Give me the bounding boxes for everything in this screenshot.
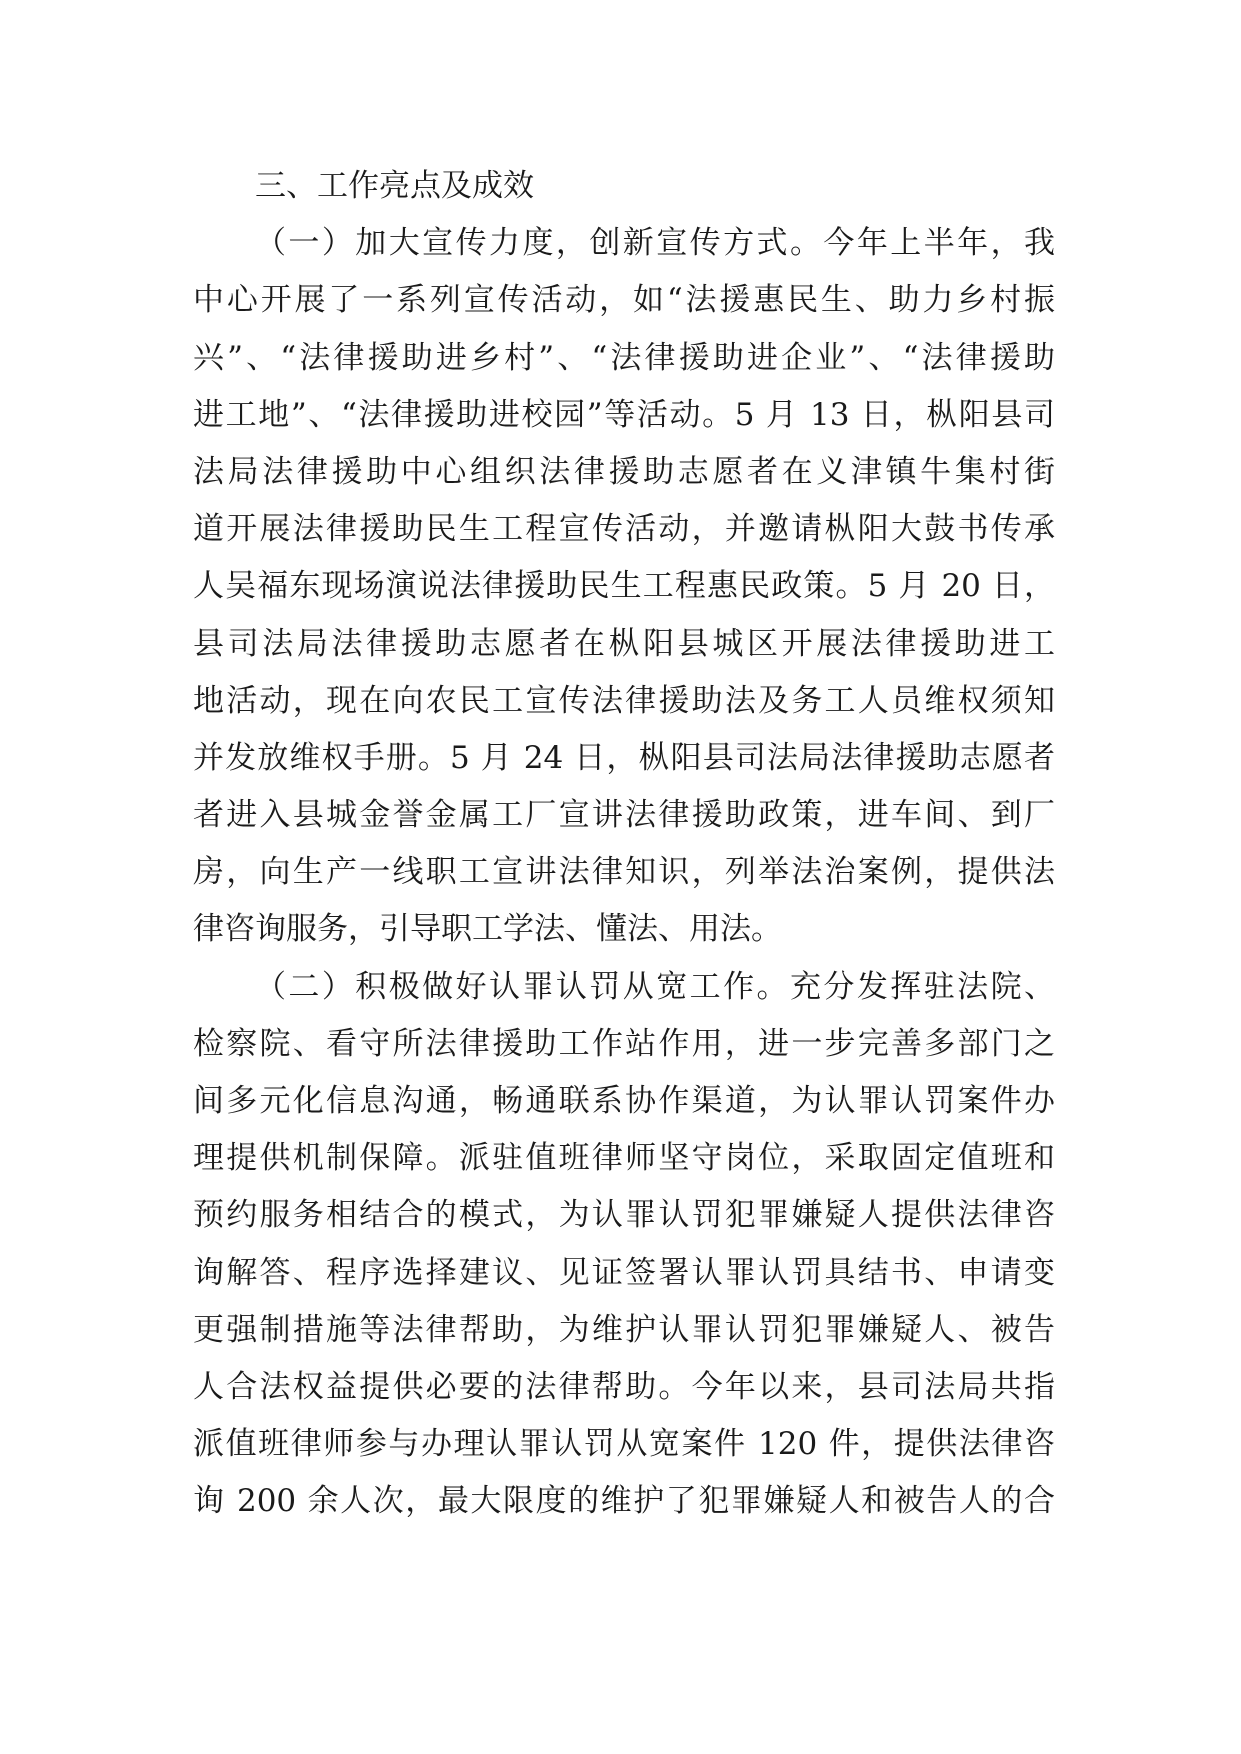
paragraph-line: 人合法权益提供必要的法律帮助。今年以来，县司法局共指 [193, 1368, 1055, 1405]
paragraph-line: 并发放维权手册。5 月 24 日，枞阳县司法局法律援助志愿者 [193, 739, 1055, 776]
paragraph-line: 地活动，现在向农民工宣传法律援助法及务工人员维权须知 [193, 682, 1055, 719]
paragraph-line: 询解答、程序选择建议、见证签署认罪认罚具结书、申请变 [193, 1254, 1055, 1291]
paragraph-line: 派值班律师参与办理认罪认罚从宽案件 120 件，提供法律咨 [193, 1426, 1055, 1463]
document-body [193, 158, 1055, 1531]
paragraph-line: 律咨询服务，引导职工学法、懂法、用法。 [193, 911, 782, 948]
paragraph-line: （二）积极做好认罪认罚从宽工作。充分发挥驻法院、 [255, 968, 1055, 1005]
paragraph-line: 法局法律援助中心组织法律援助志愿者在义津镇牛集村街 [193, 453, 1055, 490]
paragraph-line: 房，向生产一线职工宣讲法律知识，列举法治案例，提供法 [193, 854, 1055, 891]
paragraph-line: 询 200 余人次，最大限度的维护了犯罪嫌疑人和被告人的合 [193, 1483, 1055, 1520]
section-heading: 三、工作亮点及成效 [255, 168, 534, 204]
paragraph-line: 检察院、看守所法律援助工作站作用，进一步完善多部门之 [193, 1025, 1055, 1062]
paragraph-line: 理提供机制保障。派驻值班律师坚守岗位，采取固定值班和 [193, 1140, 1055, 1177]
paragraph-line: 人吴福东现场演说法律援助民生工程惠民政策。5 月 20 日， [193, 568, 1055, 605]
paragraph-publicity [193, 215, 1055, 958]
paragraph-line: 预约服务相结合的模式，为认罪认罚犯罪嫌疑人提供法律咨 [193, 1197, 1055, 1234]
paragraph-line: 间多元化信息沟通，畅通联系协作渠道，为认罪认罚案件办 [193, 1083, 1055, 1119]
paragraph-line: 兴”、“法律援助进乡村”、“法律援助进企业”、“法律援助 [193, 339, 1055, 376]
paragraph-line: 县司法局法律援助志愿者在枞阳县城区开展法律援助进工 [193, 625, 1055, 662]
paragraph-line: 更强制措施等法律帮助，为维护认罪认罚犯罪嫌疑人、被告 [193, 1311, 1055, 1348]
paragraph-plea-leniency [193, 959, 1055, 1531]
paragraph-line: （一）加大宣传力度，创新宣传方式。今年上半年，我 [255, 225, 1055, 262]
paragraph-line: 道开展法律援助民生工程宣传活动，并邀请枞阳大鼓书传承 [193, 511, 1055, 548]
paragraph-line: 者进入县城金誉金属工厂宣讲法律援助政策，进车间、到厂 [193, 797, 1055, 834]
paragraph-line: 进工地”、“法律援助进校园”等活动。5 月 13 日，枞阳县司 [193, 396, 1055, 433]
paragraph-line: 中心开展了一系列宣传活动，如“法援惠民生、助力乡村振 [193, 282, 1055, 319]
